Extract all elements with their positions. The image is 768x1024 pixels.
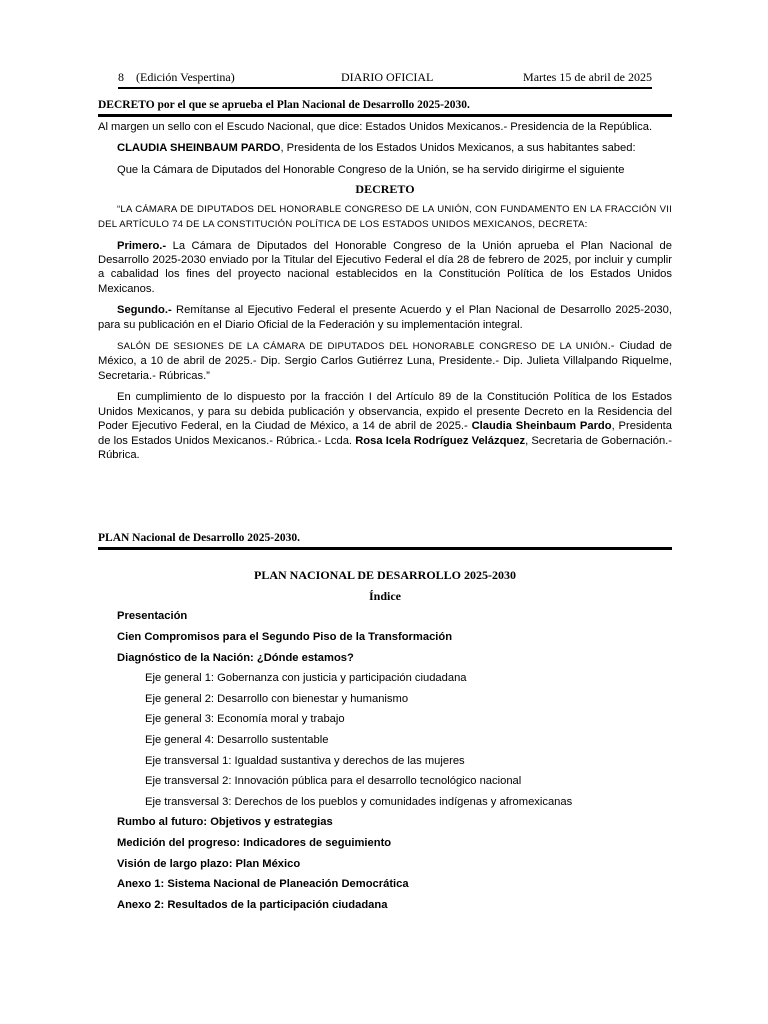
closing-name-secretary: Rosa Icela Rodríguez Velázquez bbox=[355, 434, 526, 447]
article-primero bbox=[98, 239, 672, 297]
plan-main-title: PLAN NACIONAL DE DESARROLLO 2025-2030 bbox=[253, 568, 517, 582]
closing-text-2: , Presidenta de los Estados Unidos Mexicanos.- Rúbrica.- Lcda. bbox=[98, 420, 673, 447]
decree-heading: DECRETO bbox=[355, 182, 415, 197]
article-segundo bbox=[98, 303, 672, 332]
toc-item-eje-transversal-3: Eje transversal 3: Derechos de los pueblos y comunidades indígenas y afromexicanas bbox=[145, 796, 573, 808]
closing-text-1: En cumplimiento de lo dispuesto por la fracción I del Artículo 89 de la Constitución Política de los Estados Unidos Mexicanos, y para su debida publicación y observancia, expido el presente Decreto en la Residencia del Poder Ejecutivo Federal, en la Ciudad de México, a 14 de abril de 2025.- bbox=[98, 391, 672, 433]
president-name: CLAUDIA SHEINBAUM PARDO bbox=[117, 142, 281, 155]
closing-name-president: Claudia Sheinbaum Pardo bbox=[471, 420, 612, 433]
toc-item-presentacion: Presentación bbox=[117, 610, 188, 622]
primero-label: Primero.- bbox=[117, 239, 167, 252]
seal-note: Al margen un sello con el Escudo Nacional, que dice: Estados Unidos Mexicanos.- Presidencia de la República. bbox=[98, 121, 653, 133]
president-intro: , Presidenta de los Estados Unidos Mexicanos, a sus habitantes sabed: bbox=[280, 142, 636, 155]
toc-item-diagnostico: Diagnóstico de la Nación: ¿Dónde estamos? bbox=[117, 652, 354, 664]
closing-text-3: , Secretaria de Gobernación.- Rúbrica. bbox=[98, 434, 672, 461]
chamber-intro: Que la Cámara de Diputados del Honorable Congreso de la Unión, se ha servido dirigirme el siguiente bbox=[117, 163, 625, 176]
toc-item-eje-general-1: Eje general 1: Gobernanza con justicia y participación ciudadana bbox=[145, 672, 467, 684]
toc-item-rumbo-al-futuro: Rumbo al futuro: Objetivos y estrategias bbox=[117, 816, 333, 828]
header-date: Martes 15 de abril de 2025 bbox=[523, 70, 652, 84]
decree-preamble: “LA CÁMARA DE DIPUTADOS DEL HONORABLE CONGRESO DE LA UNIÓN, CON FUNDAMENTO EN LA FRACCIÓN VII DEL ARTÍCULO 74 DE LA CONSTITUCIÓN POLÍTICA DE LOS ESTADOS UNIDOS MEXICANOS, DECRETA: bbox=[98, 203, 672, 230]
toc-item-eje-general-3: Eje general 3: Economía moral y trabajo bbox=[145, 713, 345, 725]
president-paragraph bbox=[98, 141, 672, 155]
plan-section-title: PLAN Nacional de Desarrollo 2025-2030. bbox=[98, 532, 300, 544]
index-title: Índice bbox=[368, 589, 401, 603]
primero-text: La Cámara de Diputados del Honorable Congreso de la Unión aprueba el Plan Nacional de Desarrollo 2025-2030 enviado por la Titular del Ejecutivo Federal el día 28 de febrero de 2025, por incluir y cumplir a cabalidad los fines del proyecto nacional establecidos en la Constitución Política de los Estados Unidos Mexicanos. bbox=[98, 239, 672, 295]
toc-item-anexo-1: Anexo 1: Sistema Nacional de Planeación Democrática bbox=[117, 878, 409, 890]
page-header bbox=[98, 70, 672, 88]
toc-item-eje-transversal-1: Eje transversal 1: Igualdad sustantiva y derechos de las mujeres bbox=[145, 755, 465, 767]
plan-title-rule bbox=[98, 547, 672, 550]
salon-paragraph bbox=[98, 339, 672, 383]
header-page-edition: 8 (Edición Vespertina) bbox=[118, 70, 235, 84]
salon-text: .- Ciudad de México, a 10 de abril de 2025.- Dip. Sergio Carlos Gutiérrez Luna, Presidente.- Dip. Julieta Villalpando Riquelme, Secretaria.- Rúbricas.” bbox=[98, 340, 673, 382]
toc-item-medicion-progreso: Medición del progreso: Indicadores de seguimiento bbox=[117, 837, 392, 849]
toc-item-eje-general-2: Eje general 2: Desarrollo con bienestar y humanismo bbox=[145, 693, 409, 705]
segundo-label: Segundo.- bbox=[117, 304, 172, 317]
header-rule bbox=[118, 87, 652, 89]
toc-item-eje-general-4: Eje general 4: Desarrollo sustentable bbox=[145, 734, 329, 746]
closing-paragraph bbox=[98, 390, 672, 462]
toc-item-vision-largo-plazo: Visión de largo plazo: Plan México bbox=[117, 858, 301, 870]
segundo-text: Remítanse al Ejecutivo Federal el presente Acuerdo y el Plan Nacional de Desarrollo 2025-2030, para su publicación en el Diario Oficial de la Federación y su implementación integral. bbox=[98, 304, 672, 331]
header-publication-title: DIARIO OFICIAL bbox=[341, 70, 434, 84]
toc-item-anexo-2: Anexo 2: Resultados de la participación ciudadana bbox=[117, 899, 388, 911]
decree-body bbox=[98, 120, 672, 462]
toc-item-eje-transversal-2: Eje transversal 2: Innovación pública para el desarrollo tecnológico nacional bbox=[145, 775, 522, 787]
toc-item-cien-compromisos: Cien Compromisos para el Segundo Piso de la Transformación bbox=[117, 631, 453, 643]
decree-title-rule bbox=[98, 114, 672, 117]
salon-caps: SALÓN DE SESIONES DE LA CÁMARA DE DIPUTADOS DEL HONORABLE CONGRESO DE LA UNIÓN bbox=[117, 341, 608, 353]
decree-section-title: DECRETO por el que se aprueba el Plan Nacional de Desarrollo 2025-2030. bbox=[98, 99, 470, 111]
